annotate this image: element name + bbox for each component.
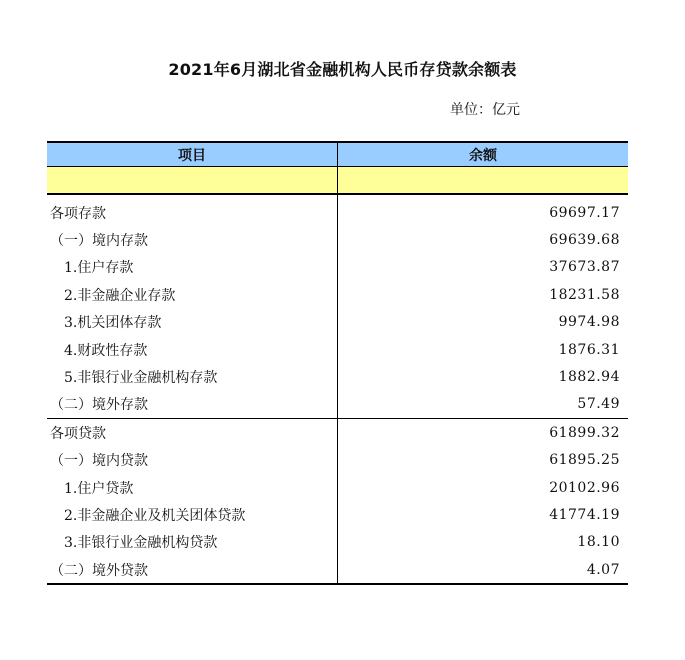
row-item: 1.住户存款: [47, 254, 338, 281]
row-value: 9974.98: [558, 314, 620, 331]
row-value: 20102.96: [549, 479, 620, 496]
row-item: （二）境外贷款: [47, 556, 338, 583]
row-value: 61899.32: [549, 424, 620, 441]
loans-section: [47, 419, 628, 585]
row-value: 18231.58: [549, 286, 620, 303]
header-balance: 余额: [469, 147, 497, 164]
page-title: 2021年6月湖北省金融机构人民币存贷款余额表: [168, 60, 517, 79]
table-row: [47, 474, 628, 501]
header-spacer-row: [47, 167, 628, 195]
row-item: 各项贷款: [47, 419, 338, 446]
table-row: [47, 419, 628, 446]
row-item: 4.财政性存款: [47, 336, 338, 363]
table-row: [47, 254, 628, 281]
row-value: 69639.68: [549, 232, 620, 249]
row-value: 1882.94: [558, 369, 620, 386]
row-value: 41774.19: [549, 506, 620, 523]
table-row: [47, 556, 628, 585]
row-value: 1876.31: [558, 341, 620, 358]
row-item: （二）境外存款: [47, 391, 338, 418]
table-row: [47, 363, 628, 390]
table-row: [47, 529, 628, 556]
row-item: 各项存款: [47, 199, 338, 226]
unit-label: 单位：亿元: [450, 102, 520, 118]
table-row: [47, 391, 628, 419]
row-item: 2.非金融企业存款: [47, 281, 338, 308]
row-item: 5.非银行业金融机构存款: [47, 363, 338, 390]
table-row: [47, 199, 628, 226]
row-item: 2.非金融企业及机关团体贷款: [47, 501, 338, 528]
row-value: 61895.25: [549, 452, 620, 469]
row-item: （一）境内贷款: [47, 447, 338, 474]
row-value: 4.07: [586, 561, 620, 578]
row-item: 1.住户贷款: [47, 474, 338, 501]
table-row: [47, 501, 628, 528]
table-row: [47, 309, 628, 336]
deposits-section: [47, 199, 628, 419]
row-value: 18.10: [577, 534, 620, 551]
table-header: [47, 141, 628, 167]
row-item: 3.非银行业金融机构贷款: [47, 529, 338, 556]
row-value: 69697.17: [549, 204, 620, 221]
table-row: [47, 447, 628, 474]
row-item: （一）境内存款: [47, 226, 338, 253]
row-value: 37673.87: [549, 259, 620, 276]
header-item: 项目: [47, 143, 338, 166]
table-row: [47, 281, 628, 308]
table-row: [47, 226, 628, 253]
balance-table: [47, 141, 628, 585]
row-item: 3.机关团体存款: [47, 309, 338, 336]
table-row: [47, 336, 628, 363]
row-value: 57.49: [577, 396, 620, 413]
